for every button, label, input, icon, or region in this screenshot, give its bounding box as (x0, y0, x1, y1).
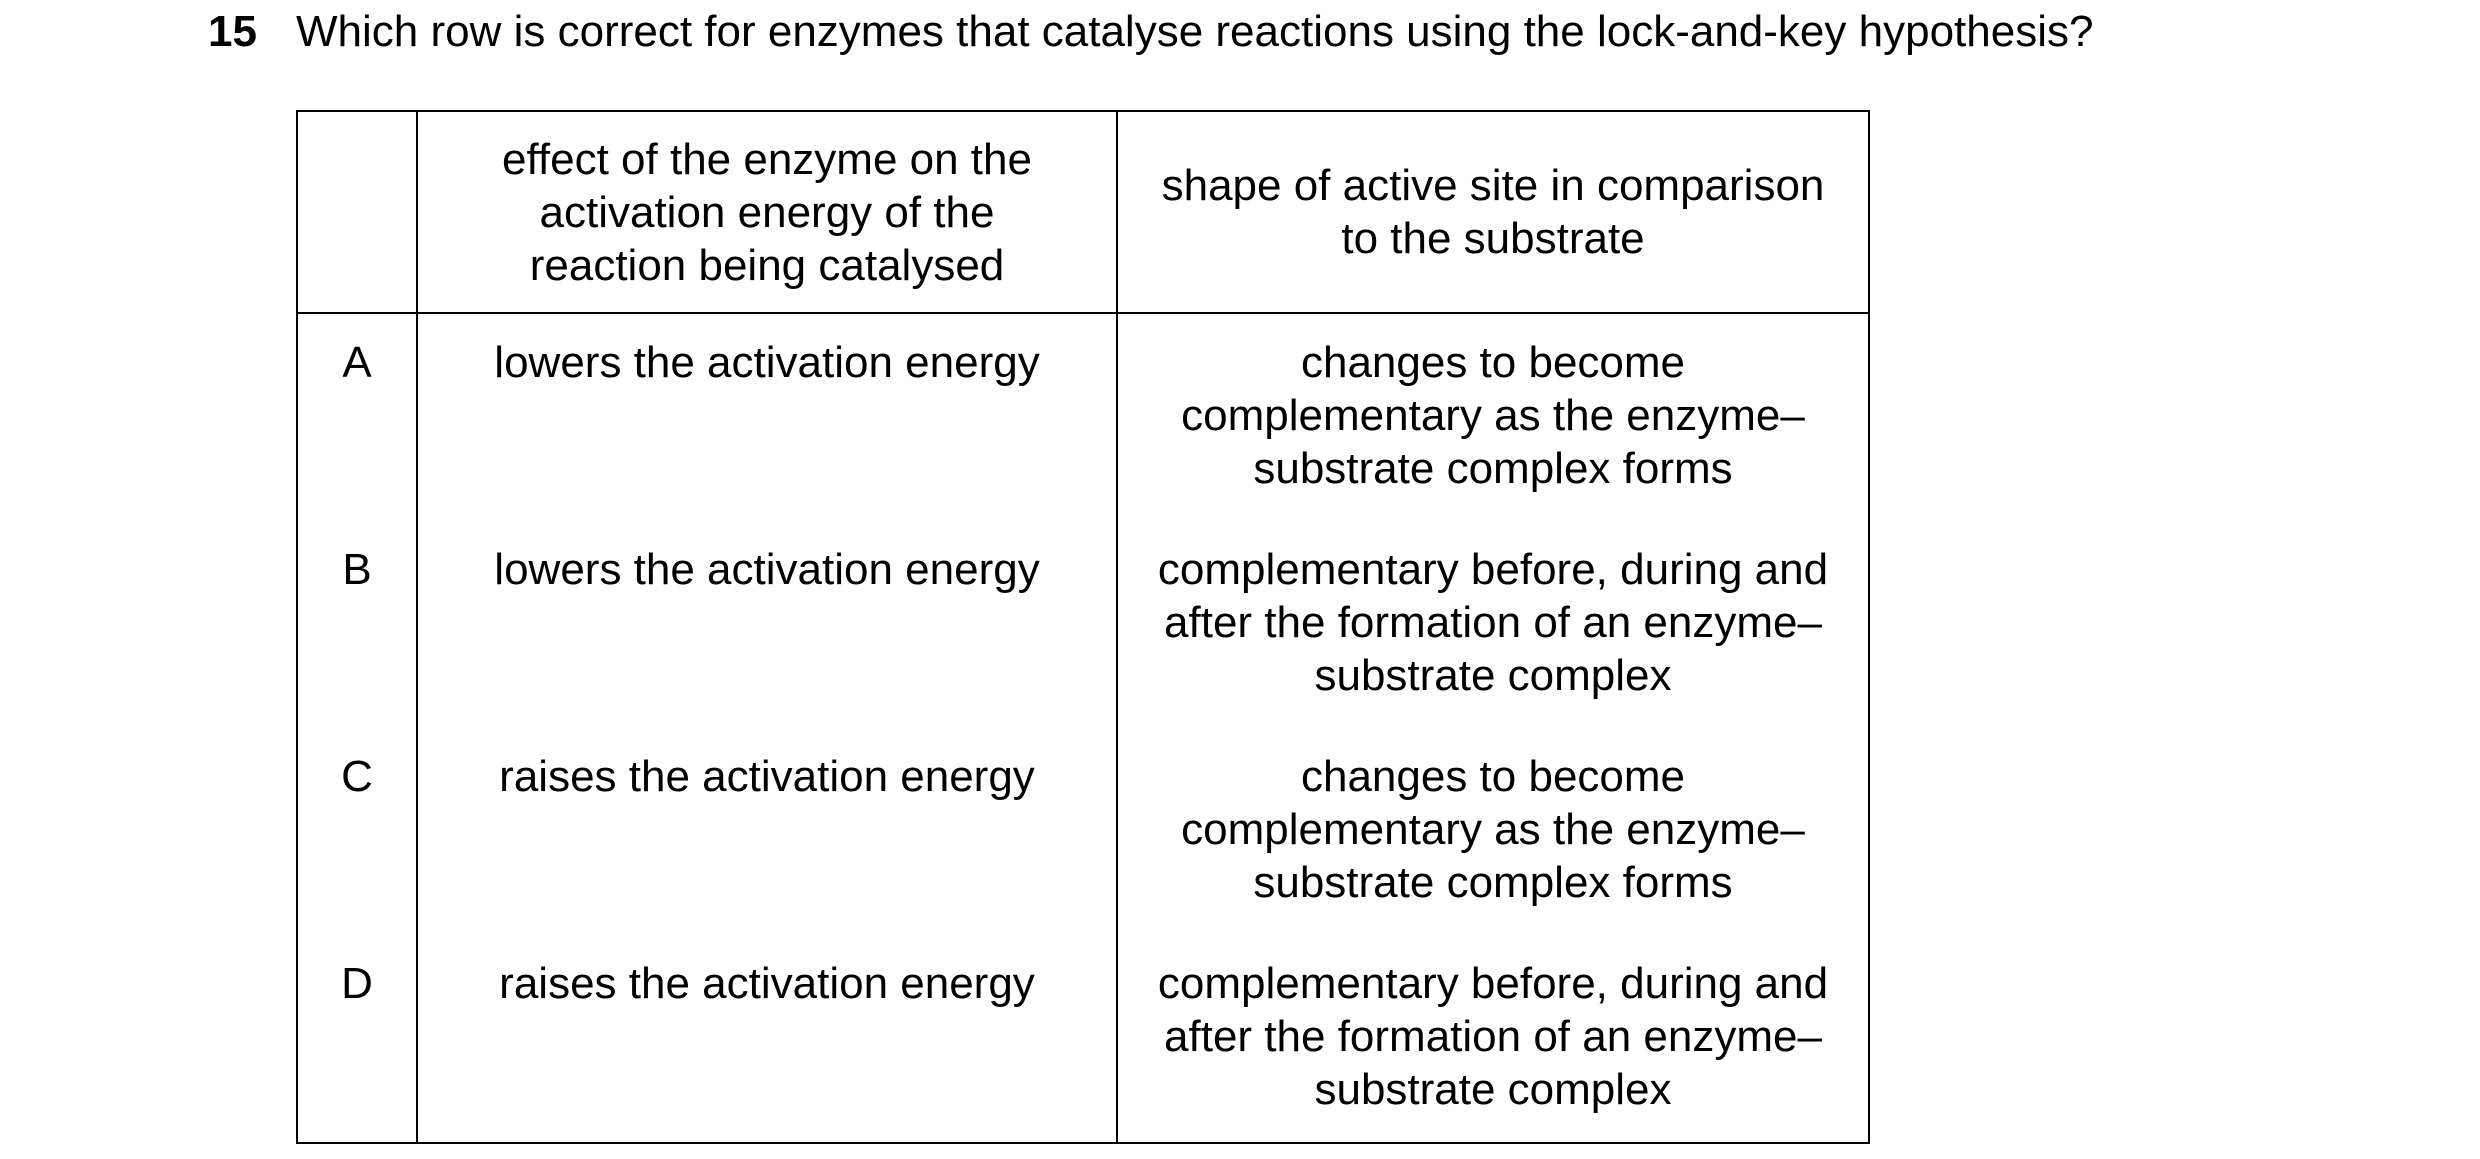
row-effect: lowers the activation energy (417, 521, 1117, 728)
row-effect: lowers the activation energy (417, 313, 1117, 521)
row-letter: A (297, 313, 417, 521)
header-letter (297, 111, 417, 313)
header-shape: shape of active site in comparison to the substrate (1117, 111, 1869, 313)
row-shape: changes to become complementary as the enzyme–substrate complex forms (1117, 728, 1869, 935)
row-shape: complementary before, during and after the formation of an enzyme–substrate complex (1117, 521, 1869, 728)
row-shape: changes to become complementary as the enzyme–substrate complex forms (1117, 313, 1869, 521)
row-effect: raises the activation energy (417, 935, 1117, 1143)
row-shape: complementary before, during and after the formation of an enzyme–substrate complex (1117, 935, 1869, 1143)
table-row (297, 521, 1869, 728)
row-letter: C (297, 728, 417, 935)
question-number: 15 (208, 7, 257, 56)
answer-table (296, 110, 1870, 1144)
table-row (297, 313, 1869, 521)
header-effect: effect of the enzyme on the activation energy of the reaction being catalysed (417, 111, 1117, 313)
row-letter: B (297, 521, 417, 728)
row-effect: raises the activation energy (417, 728, 1117, 935)
row-letter: D (297, 935, 417, 1143)
table-row (297, 728, 1869, 935)
table-row (297, 935, 1869, 1143)
table-header-row (297, 111, 1869, 313)
question-text: Which row is correct for enzymes that catalyse reactions using the lock-and-key hypothesis? (296, 7, 2094, 56)
